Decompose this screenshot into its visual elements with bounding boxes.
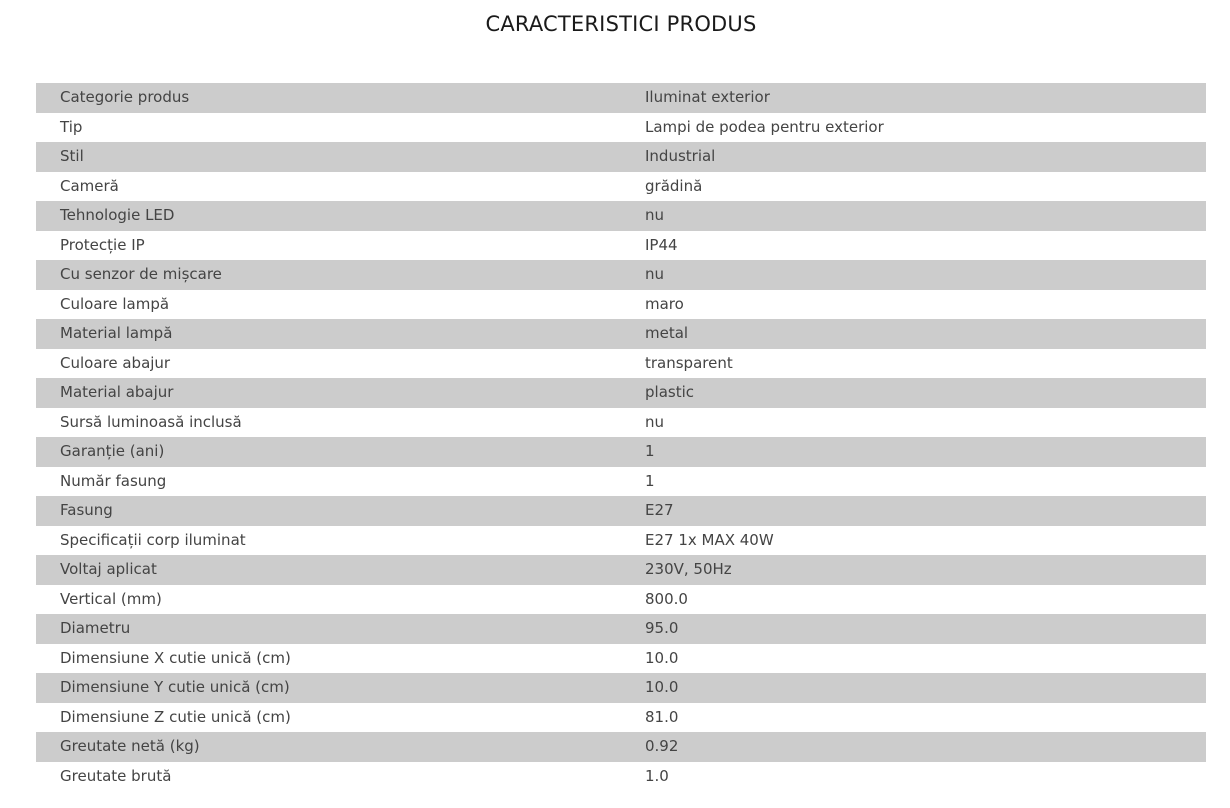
spec-label: Dimensiune Z cutie unică (cm) (60, 707, 291, 726)
spec-row (36, 260, 1206, 290)
spec-row (36, 142, 1206, 172)
spec-row (36, 585, 1206, 615)
spec-value: grădină (645, 176, 703, 195)
spec-row (36, 319, 1206, 349)
spec-value: Iluminat exterior (645, 88, 770, 106)
spec-row (36, 201, 1206, 231)
spec-label: Cu senzor de mișcare (60, 265, 222, 283)
spec-value: 81.0 (645, 707, 679, 726)
spec-row (36, 555, 1206, 585)
spec-value: nu (645, 412, 665, 431)
spec-label: Număr fasung (60, 471, 167, 490)
spec-value: 10.0 (645, 648, 679, 667)
spec-value: plastic (645, 383, 694, 401)
spec-label: Culoare lampă (60, 294, 170, 313)
specs-table (36, 83, 1206, 791)
spec-value: IP44 (645, 235, 678, 254)
spec-row (36, 437, 1206, 467)
spec-label: Tip (60, 117, 83, 136)
spec-value: E27 (645, 501, 674, 519)
spec-row (36, 290, 1206, 320)
spec-row (36, 673, 1206, 703)
spec-label: Voltaj aplicat (60, 560, 157, 578)
spec-label: Tehnologie LED (60, 206, 175, 224)
spec-row (36, 172, 1206, 202)
spec-value: 95.0 (645, 619, 679, 637)
spec-row (36, 526, 1206, 556)
spec-label: Sursă luminoasă inclusă (60, 412, 242, 431)
spec-label: Garanție (ani) (60, 442, 165, 460)
spec-row (36, 614, 1206, 644)
spec-row (36, 408, 1206, 438)
spec-value: maro (645, 294, 684, 313)
page-title: CARACTERISTICI PRODUS (485, 12, 757, 36)
spec-label: Stil (60, 147, 84, 165)
spec-row (36, 467, 1206, 497)
spec-label: Culoare abajur (60, 353, 171, 372)
spec-value: E27 1x MAX 40W (645, 530, 774, 549)
spec-label: Dimensiune Y cutie unică (cm) (60, 678, 290, 696)
spec-label: Cameră (60, 176, 119, 195)
spec-value: 10.0 (645, 678, 679, 696)
spec-value: 0.92 (645, 737, 679, 755)
spec-label: Material lampă (60, 324, 173, 342)
spec-label: Greutate netă (kg) (60, 737, 200, 755)
spec-label: Material abajur (60, 383, 174, 401)
spec-row (36, 83, 1206, 113)
spec-value: Industrial (645, 147, 716, 165)
spec-value: 230V, 50Hz (645, 560, 732, 578)
spec-label: Categorie produs (60, 88, 190, 106)
specs-table-body (36, 83, 1206, 791)
spec-label: Vertical (mm) (60, 589, 162, 608)
spec-row (36, 703, 1206, 733)
spec-label: Dimensiune X cutie unică (cm) (60, 648, 291, 667)
spec-row (36, 762, 1206, 792)
spec-label: Fasung (60, 501, 113, 519)
spec-value: Lampi de podea pentru exterior (645, 117, 884, 136)
spec-row (36, 349, 1206, 379)
spec-row (36, 732, 1206, 762)
spec-label: Diametru (60, 619, 131, 637)
spec-value: 800.0 (645, 589, 688, 608)
spec-value: 1 (645, 442, 655, 460)
spec-row (36, 644, 1206, 674)
spec-value: nu (645, 206, 665, 224)
spec-label: Greutate brută (60, 766, 172, 785)
spec-value: 1.0 (645, 766, 669, 785)
spec-row (36, 113, 1206, 143)
spec-value: nu (645, 265, 665, 283)
spec-value: metal (645, 324, 689, 342)
spec-row (36, 496, 1206, 526)
spec-label: Specificații corp iluminat (60, 530, 246, 549)
spec-row (36, 231, 1206, 261)
spec-row (36, 378, 1206, 408)
spec-value: transparent (645, 353, 733, 372)
spec-label: Protecție IP (60, 235, 145, 254)
spec-value: 1 (645, 471, 655, 490)
